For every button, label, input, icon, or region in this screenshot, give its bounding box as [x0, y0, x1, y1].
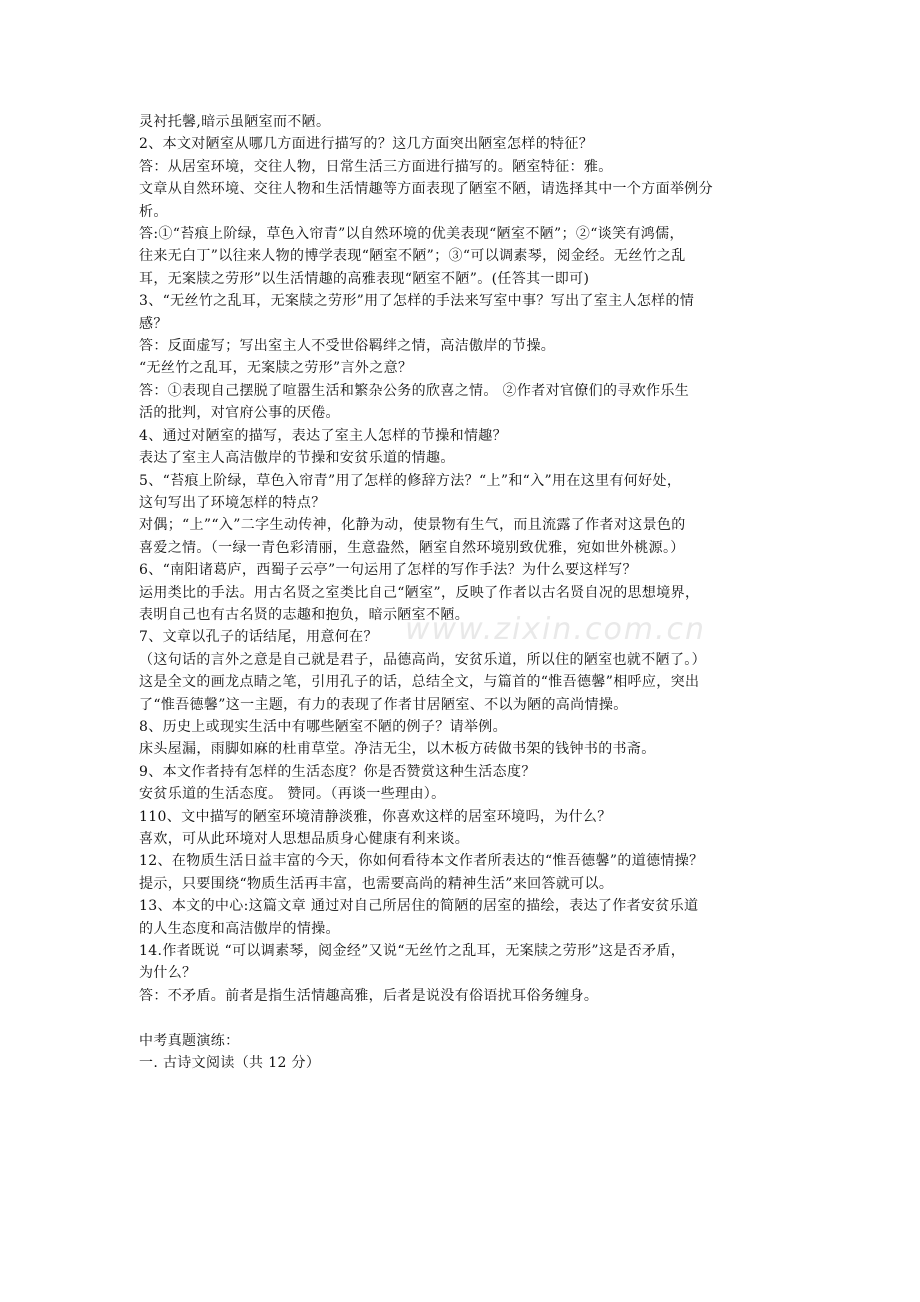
text-line: 床头屋漏，雨脚如麻的杜甫草堂。净洁无尘，以木板方砖做书架的钱钟书的书斋。 [139, 741, 656, 758]
text-line: 对偶；“上”“入”二字生动传神，化静为动，使景物有生气，而且流露了作者对这景色的 [139, 517, 686, 534]
text-line: 7、文章以孔子的话结尾，用意何在？ [139, 629, 378, 646]
text-line: 110、文中描写的陋室环境清静淡雅，你喜欢这样的居室环境吗，为什么？ [139, 808, 612, 825]
text-line: 中考真题演练： [139, 1032, 240, 1049]
text-line: 答：从居室环境，交往人物，日常生活三方面进行描写的。陋室特征：雅。 [139, 158, 613, 175]
text-line: 安贫乐道的生活态度。 赞同。（再谈一些理由）。 [139, 786, 446, 803]
text-line: 12、在物质生活日益丰富的今天，你如何看待本文作者所表达的“惟吾德馨”的道德情操？ [139, 853, 704, 870]
text-line: 9、本文作者持有怎样的生活态度？你是否赞赏这种生活态度？ [139, 763, 536, 780]
text-line: 喜爱之情。（一绿一青色彩清丽，生意盎然，陋室自然环境别致优雅，宛如世外桃源。） [139, 539, 685, 556]
text-line: “无丝竹之乱耳，无案牍之劳形”言外之意？ [139, 360, 413, 377]
text-line: （这句话的言外之意是自己就是君子，品德高尚，安贫乐道，所以住的陋室也就不陋了。） [139, 651, 706, 668]
text-line: 13、本文的中心:这篇文章 通过对自己所居住的简陋的居室的描绘，表达了作者安贫乐道 [139, 898, 699, 915]
text-line: 了“惟吾德馨”这一主题，有力的表现了作者甘居陋室、不以为陋的高尚情操。 [139, 696, 628, 713]
text-line: 运用类比的手法。用古名贤之室类比自己“陋室”，反映了作者以古名贤自况的思想境界， [139, 584, 700, 601]
text-line: 耳，无案牍之劳形”以生活情趣的高雅表现“陋室不陋”。(任答其一即可) [139, 270, 590, 287]
text-line: 表达了室主人高洁傲岸的节操和安贫乐道的情趣。 [139, 450, 455, 467]
text-line: 往来无白丁”以往来人物的博学表现“陋室不陋”；③“可以调素琴，阅金经。无丝竹之乱 [139, 248, 686, 265]
text-line: 2、本文对陋室从哪几方面进行描写的？这几方面突出陋室怎样的特征？ [139, 136, 594, 153]
text-line: 答:①“苔痕上阶绿，草色入帘青”以自然环境的优美表现“陋室不陋”；②“谈笑有鸿儒， [139, 226, 684, 243]
text-line: 提示，只要围绕“物质生活再丰富，也需要高尚的精神生活”来回答就可以。 [139, 875, 614, 892]
document-body [139, 111, 789, 1074]
blank-line [139, 1007, 789, 1029]
text-line: 这是全文的画龙点睛之笔，引用孔子的话，总结全文，与篇首的“惟吾德馨”相呼应，突出 [139, 674, 700, 691]
text-line: 答：不矛盾。前者是指生活情趣高雅，后者是说没有俗语扰耳俗务缠身。 [139, 987, 599, 1004]
text-line: 为什么？ [139, 965, 197, 982]
text-line: 答：①表现自己摆脱了喧嚣生活和繁杂公务的欣喜之情。 ②作者对官僚们的寻欢作乐生 [139, 382, 690, 399]
text-line: 文章从自然环境、交往人物和生活情趣等方面表现了陋室不陋，请选择其中一个方面举例分 [139, 181, 713, 198]
watermark: www.zixin.com.cn [405, 612, 707, 647]
text-line: 灵衬托馨,暗示虽陋室而不陋。 [139, 114, 331, 130]
text-line: 活的批判，对官府公事的厌倦。 [139, 405, 340, 422]
text-line: 这句写出了环境怎样的特点？ [139, 494, 326, 511]
text-line: 5、“苔痕上阶绿，草色入帘青”用了怎样的修辞方法？“上”和“入”用在这里有何好处， [139, 472, 682, 489]
text-line: 表明自己也有古名贤的志趣和抱负，暗示陋室不陋。 [139, 606, 470, 623]
text-line: 答：反面虚写；写出室主人不受世俗羁绊之情，高洁傲岸的节操。 [139, 338, 556, 355]
text-line: 6、“南阳诸葛庐，西蜀子云亭”一句运用了怎样的写作手法？为什么要这样写？ [139, 562, 637, 579]
text-line: 一. 古诗文阅读（共 12 分） [139, 1055, 321, 1072]
text-line: 8、历史上或现实生活中有哪些陋室不陋的例子？请举例。 [139, 718, 508, 735]
text-line: 感？ [139, 315, 168, 332]
text-line: 的人生态度和高洁傲岸的情操。 [139, 920, 340, 937]
text-line: 14.作者既说 “可以调素琴，阅金经”又说“无丝竹之乱耳，无案牍之劳形”这是否矛盾， [139, 943, 686, 960]
text-line: 析。 [139, 203, 168, 220]
text-line: 3、“无丝竹之乱耳，无案牍之劳形”用了怎样的手法来写室中事？写出了室主人怎样的情 [139, 293, 695, 310]
text-line: 喜欢，可从此环境对人思想品质身心健康有利来谈。 [139, 831, 470, 847]
text-line: 4、通过对陋室的描写，表达了室主人怎样的节操和情趣？ [139, 427, 508, 444]
